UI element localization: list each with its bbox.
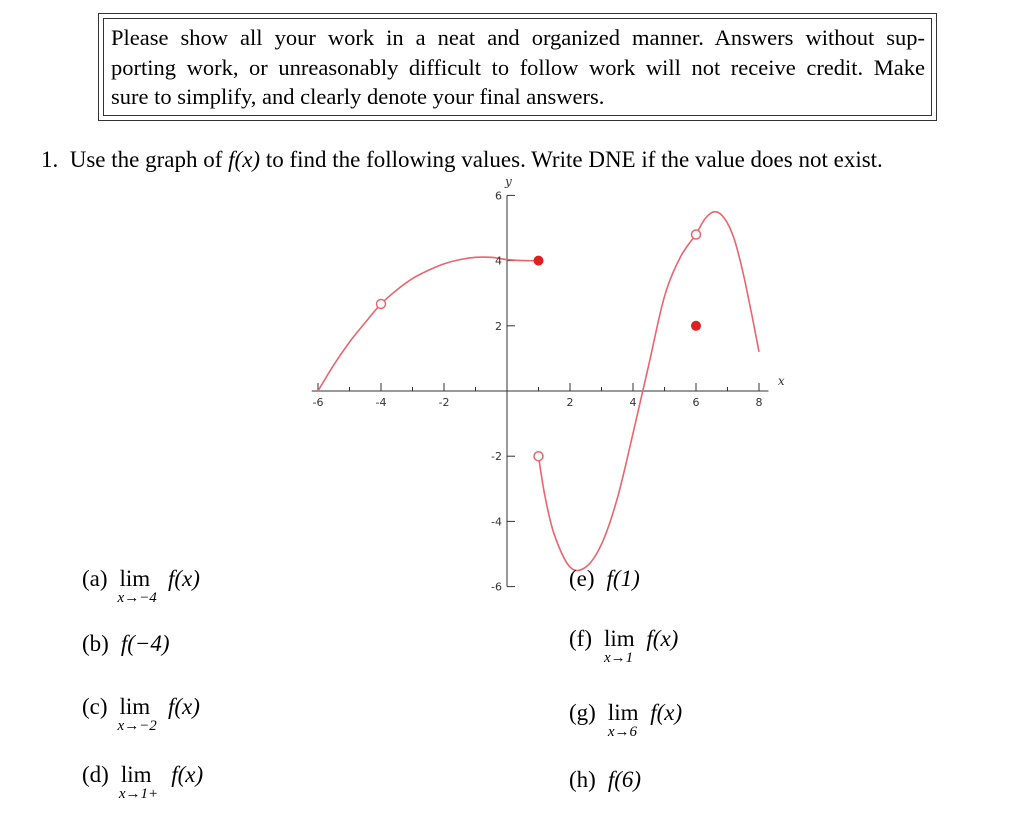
part-c-expr: f(x) — [167, 694, 200, 719]
problem-function: f(x) — [228, 147, 261, 172]
x-tick-label: 6 — [692, 396, 700, 409]
x-tick-label: -4 — [375, 396, 387, 409]
open-point — [377, 299, 386, 308]
part-a-lim: lim — [119, 566, 151, 591]
open-point — [692, 230, 701, 239]
part-f — [569, 626, 679, 666]
instructions-line-2: porting work, or unreasonably difficult to follow work will not receive credit. Make — [111, 54, 925, 80]
y-tick-label: -6 — [491, 580, 502, 594]
part-h — [569, 767, 641, 793]
closed-point — [534, 256, 543, 265]
part-h-expr: f(6) — [607, 767, 642, 792]
part-g-expr: f(x) — [650, 700, 683, 725]
curve-series-3 — [696, 212, 759, 352]
part-h-label: (h) — [569, 767, 596, 792]
part-b — [82, 631, 170, 657]
x-tick-label: -2 — [438, 396, 450, 409]
part-d-label: (d) — [82, 762, 109, 787]
open-point — [534, 452, 543, 461]
part-b-expr: f(−4) — [120, 631, 170, 656]
y-tick-label: 4 — [495, 254, 502, 268]
y-axis-label: y — [505, 174, 512, 189]
x-tick-label: 2 — [566, 396, 574, 409]
part-d-lim: lim — [120, 762, 152, 787]
part-a-expr: f(x) — [167, 566, 200, 591]
part-b-label: (b) — [82, 631, 109, 656]
part-g-label: (g) — [569, 700, 596, 725]
part-e-label: (e) — [569, 566, 595, 591]
problem-number: 1. — [41, 147, 59, 172]
part-d-expr: f(x) — [171, 762, 204, 787]
part-f-label: (f) — [569, 626, 592, 651]
x-tick-label: 8 — [755, 396, 763, 409]
y-tick-label: 2 — [495, 319, 502, 333]
part-e — [569, 566, 640, 592]
x-tick-label: -6 — [312, 396, 324, 409]
part-a-label: (a) — [82, 566, 108, 591]
part-f-sub: x→1 — [603, 650, 634, 666]
problem-text-before: Use the graph of — [69, 147, 223, 172]
x-tick-label: 4 — [629, 396, 637, 409]
part-d-sub: x→1+ — [118, 786, 159, 802]
part-a-sub: x→−4 — [117, 590, 157, 606]
y-tick-label: -4 — [491, 515, 502, 529]
part-c-sub: x→−2 — [117, 718, 157, 734]
problem-text-after: to find the following values. Write DNE if the value does not exist. — [265, 147, 883, 172]
part-f-expr: f(x) — [646, 626, 679, 651]
part-g — [569, 700, 683, 740]
part-c-label: (c) — [82, 694, 108, 719]
instructions-line-1: Please show all your work in a neat and organized manner. Answers without sup- — [111, 25, 925, 50]
curve-series-2 — [539, 235, 697, 571]
part-c — [82, 694, 200, 734]
y-tick-label: 6 — [495, 189, 502, 203]
part-f-lim: lim — [603, 626, 635, 651]
part-d — [82, 762, 204, 802]
curve-series-1 — [318, 254, 539, 391]
part-e-expr: f(1) — [606, 566, 640, 591]
x-axis-label: x — [777, 374, 785, 388]
instructions-line-3: sure to simplify, and clearly denote your final answers. — [111, 84, 605, 109]
part-g-sub: x→6 — [607, 724, 637, 740]
part-c-lim: lim — [119, 694, 151, 719]
part-a — [82, 566, 200, 606]
closed-point — [692, 321, 701, 330]
y-tick-label: -2 — [491, 450, 502, 464]
part-g-lim: lim — [607, 700, 639, 725]
